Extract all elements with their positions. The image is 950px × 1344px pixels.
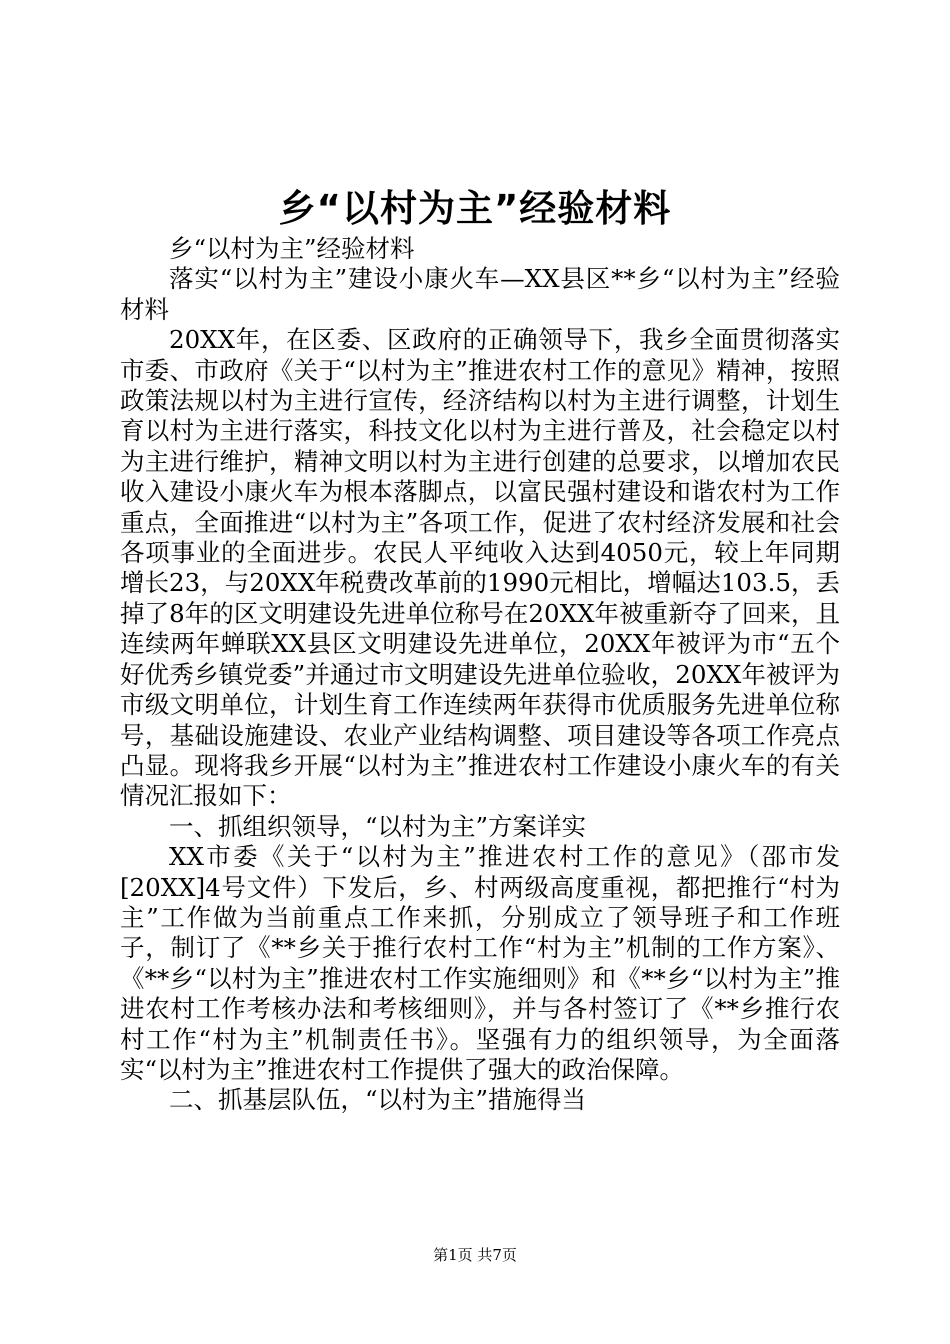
section-heading-1: 一、抓组织领导，“以村为主”方案详实 <box>169 811 587 841</box>
paragraph-summary: 20XX年，在区委、区政府的正确领导下，我乡全面贯彻落实市委、市政府《关于“以村为主”推进农村工作的意见》精神，按照政策法规以村为主进行宣传，经济结构以村为主进行调整，计划生育以村为主进行落实，科技文化以村为主进行普及，社会稳定以村为主进行维护，精神文明以村为主进行创建的总要求，以增加农民收入建设小康火车为根本落脚点，以富民强村建设和谐农村为工作重点，全面推进“以村为主”各项工作，促进了农村经济发展和社会各项事业的全面进步。农民人平纯收入达到4050元，较上年同期增长23，与20XX年税费改革前的1990元相比，增幅达103.5，丢掉了8年的区文明建设先进单位称号在20XX年被重新夺了回来，且连续两年蝉联XX县区文明建设先进单位，20XX年被评为市“五个好优秀乡镇党委”并通过市文明建设先进单位验收，20XX年被评为市级文明单位，计划生育工作连续两年获得市优质服务先进单位称号，基础设施建设、农业产业结构调整、项目建设等各项工作亮点凸显。现将我乡开展“以村为主”推进农村工作建设小康火车的有关情况汇报如下： <box>120 325 840 811</box>
page-number-footer: 第1页 共7页 <box>433 1246 517 1264</box>
paragraph-section-1: XX市委《关于“以村为主”推进农村工作的意见》（邵市发[20XX]4号文件）下发后，乡、村两级高度重视，都把推行“村为主”工作做为当前重点工作来抓，分别成立了领导班子和工作班子，制订了《**乡关于推行农村工作“村为主”机制的工作方案》、《**乡“以村为主”推进农村工作实施细则》和《**乡“以村为主”推进农村工作考核办法和考核细则》，并与各村签订了《**乡推行农村工作“村为主”机制责任书》。坚强有力的组织领导，为全面落实“以村为主”推进农村工作提供了强大的政治保障。 <box>120 842 840 1084</box>
section-heading-2: 二、抓基层队伍，“以村为主”措施得当 <box>169 1085 587 1115</box>
paragraph-heading: 落实“以村为主”建设小康火车—XX县区**乡“以村为主”经验材料 <box>120 264 840 324</box>
document-title: 乡“以村为主”经验材料 <box>278 187 672 230</box>
paragraph-subtitle: 乡“以村为主”经验材料 <box>169 234 415 263</box>
document-body <box>120 234 840 1116</box>
